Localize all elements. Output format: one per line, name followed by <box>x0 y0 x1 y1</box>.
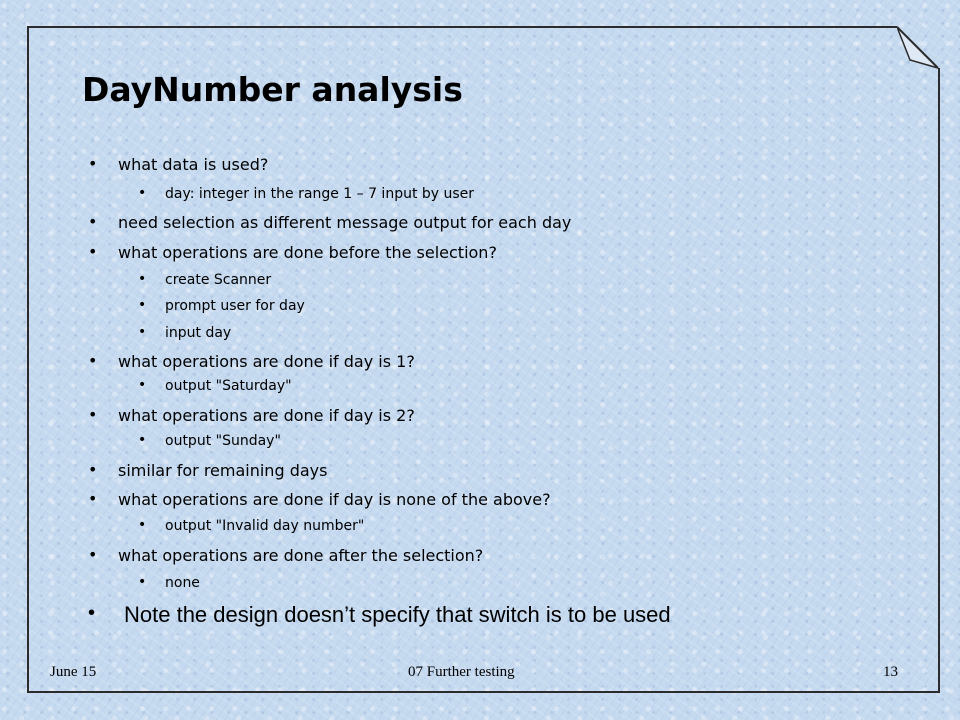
bullet-text: output "Saturday" <box>165 378 292 394</box>
bullet-text: day: integer in the range 1 – 7 input by user <box>165 186 475 202</box>
bullet-dot: • <box>138 297 147 313</box>
bullet-dot: • <box>88 545 98 564</box>
bullet-text: create Scanner <box>165 272 272 288</box>
bullet-text: output "Sunday" <box>165 433 281 449</box>
bullet-text: what operations are done after the selection? <box>118 546 484 565</box>
bullet-text: what operations are done if day is 2? <box>118 406 415 425</box>
page-curl-corner <box>897 26 942 71</box>
bullet-dot: • <box>88 242 98 261</box>
bullet-dot: • <box>88 405 98 424</box>
slide-frame-bottom <box>27 691 940 693</box>
bullet-dot: • <box>138 574 147 590</box>
slide-title: DayNumber analysis <box>82 70 463 109</box>
bullet-dot: • <box>88 602 96 624</box>
bullet-text: what operations are done before the selection? <box>118 243 497 262</box>
bullet-text: need selection as different message output for each day <box>118 213 572 232</box>
bullet-dot: • <box>138 324 147 340</box>
bullet-text: similar for remaining days <box>118 461 328 480</box>
bullet-dot: • <box>88 460 98 479</box>
bullet-dot: • <box>138 432 147 448</box>
bullet-text: input day <box>165 325 232 341</box>
bullet-dot: • <box>88 212 98 231</box>
slide-frame-top <box>27 26 897 28</box>
bullet-dot: • <box>88 489 98 508</box>
bullet-text: what operations are done if day is 1? <box>118 352 415 371</box>
bullet-dot: • <box>138 517 147 533</box>
bullet-dot: • <box>138 185 147 201</box>
footer-title: 07 Further testing <box>408 664 515 680</box>
note-text: Note the design doesn’t specify that switch is to be used <box>124 602 671 627</box>
slide-frame-left <box>27 26 29 693</box>
footer-page-number: 13 <box>883 664 898 680</box>
bullet-text: none <box>165 575 200 591</box>
bullet-dot: • <box>138 377 147 393</box>
bullet-text: prompt user for day <box>165 298 305 314</box>
bullet-dot: • <box>88 351 98 370</box>
footer-date: June 15 <box>50 664 97 680</box>
bullet-text: what operations are done if day is none of the above? <box>118 490 551 509</box>
bullet-text: what data is used? <box>118 155 269 174</box>
bullet-dot: • <box>88 154 98 173</box>
bullet-text: output "Invalid day number" <box>165 518 365 534</box>
slide-frame-right <box>938 68 940 693</box>
bullet-dot: • <box>138 271 147 287</box>
